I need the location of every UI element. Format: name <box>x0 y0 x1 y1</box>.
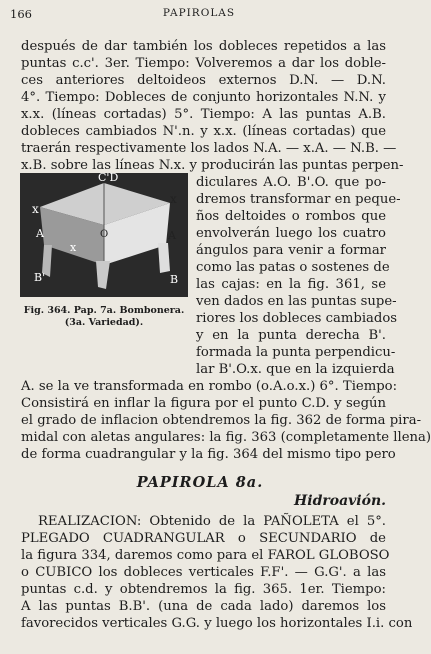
figure-364-photo <box>20 173 188 297</box>
text-line: formada la punta perpendicu- <box>196 345 396 360</box>
text-line: puntas c.c'. 3er. Tiempo: Volveremos a dar los doble- <box>21 56 386 71</box>
text-line: REALIZACION: Obtenido de la PAÑOLETA el 5°. <box>38 514 386 529</box>
text-line: o CUBICO los dobleces verticales F.F'. — G.G'. a las <box>21 565 386 580</box>
figure-label: A <box>36 227 44 240</box>
figure-label: x <box>70 241 77 254</box>
text-line: ángulos para venir a formar <box>196 243 386 258</box>
section-title: PAPIROLA 8a. <box>136 474 264 491</box>
text-line: midal con aletas angulares: la fig. 363 (completamente llena) <box>21 430 431 445</box>
text-line: A. se la ve transformada en rombo (o.A.o.x.) 6°. Tiempo: <box>21 379 398 394</box>
text-line: riores los dobleces cambiados <box>196 311 398 326</box>
text-line: puntas c.d. y obtendremos la fig. 365. 1er. Tiempo: <box>21 582 386 597</box>
text-line: después de dar también los dobleces repetidos a las <box>21 39 386 54</box>
text-line: diculares A.O. B'.O. que po- <box>196 175 386 190</box>
figure-label: C'D <box>98 171 119 184</box>
text-line: ces anteriores deltoideos externos D.N. — D.N. <box>21 73 386 88</box>
text-line: el grado de inflacion obtendremos la fig. 362 de forma pira- <box>21 413 422 428</box>
text-line: y en la punta derecha B'. <box>196 328 386 343</box>
text-line: PLEGADO CUADRANGULAR o SECUNDARIO de <box>21 531 386 546</box>
text-line: A las puntas B.B'. (una de cada lado) daremos los <box>21 599 386 614</box>
figure-label: B' <box>34 271 46 284</box>
text-line: dremos transformar en peque- <box>196 192 401 207</box>
text-line: dobleces cambiados N'.n. y x.x. (líneas cortadas) que <box>21 124 386 139</box>
text-line: ños deltoides o rombos que <box>196 209 386 224</box>
page-number: 166 <box>10 7 32 21</box>
figure-caption: Fig. 364. Pap. 7a. Bombonera. (3a. Variedad). <box>23 305 185 328</box>
subsection-title: Hidroavión. <box>294 493 386 509</box>
figure-label: x <box>170 192 177 206</box>
text-line: de forma cuadrangular y la fig. 364 del mismo tipo pero <box>21 447 396 462</box>
page-header <box>10 7 388 23</box>
text-line: lar B'.O.x. que en la izquierda <box>196 362 395 377</box>
text-line: como las patas o sostenes de <box>196 260 390 275</box>
text-line: 4°. Tiempo: Dobleces de conjunto horizontales N.N. y <box>21 90 386 105</box>
figure-label: O <box>100 229 109 240</box>
text-line: la figura 334, daremos como para el FAROL GLOBOSO <box>21 548 390 563</box>
text-line: x.B. sobre las líneas N.x. y producirán las puntas perpen- <box>21 158 404 173</box>
running-title: PAPIROLAS <box>162 7 236 19</box>
text-line: x.x. (líneas cortadas) 5°. Tiempo: A las puntas A.B. <box>21 107 386 122</box>
text-line: favorecidos verticales G.G. y luego los horizontales I.i. con <box>21 616 413 631</box>
figure-label: A <box>168 229 176 242</box>
figure-label: x <box>32 202 39 216</box>
text-line: ven dados en las puntas supe- <box>196 294 397 309</box>
text-line: envolverán luego los cuatro <box>196 226 386 241</box>
text-line: las cajas: en la fig. 361, se <box>196 277 386 292</box>
text-line: traerán respectivamente los lados N.A. — x.A. — N.B. — <box>21 141 397 156</box>
text-line: Consistirá en inflar la figura por el punto C.D. y según <box>21 396 386 411</box>
figure-label: B <box>170 273 179 286</box>
bombonera-illustration <box>20 173 188 297</box>
